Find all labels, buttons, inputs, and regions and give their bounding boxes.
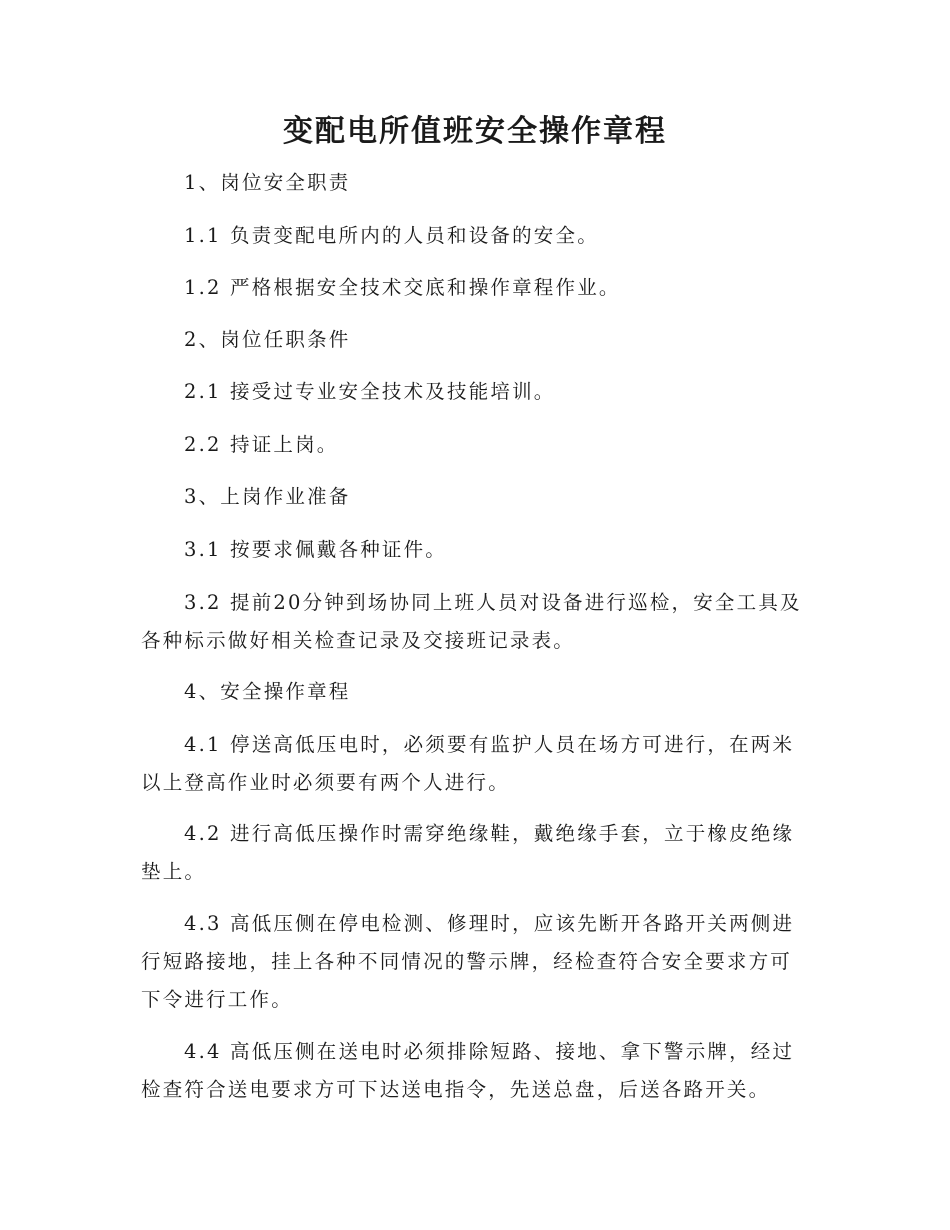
paragraph-4-2: 4.2 进行高低压操作时需穿绝缘鞋，戴绝缘手套，立于橡皮绝缘垫上。 (141, 822, 795, 883)
document-title: 变配电所值班安全操作章程 (283, 114, 667, 149)
paragraph-1-2: 1.2 严格根据安全技术交底和操作章程作业。 (184, 276, 621, 299)
section-heading-1: 1、岗位安全职责 (184, 171, 351, 194)
paragraph-3-1: 3.1 按要求佩戴各种证件。 (184, 538, 448, 561)
paragraph-3-2: 3.2 提前20分钟到场协同上班人员对设备进行巡检，安全工具及各种标示做好相关检查记录及交接班记录表。 (141, 591, 802, 652)
paragraph-2-1: 2.1 接受过专业安全技术及技能培训。 (184, 380, 556, 403)
paragraph-4-1: 4.1 停送高低压电时，必须要有监护人员在场方可进行，在两米以上登高作业时必须要有两个人进行。 (141, 733, 795, 794)
section-heading-2: 2、岗位任职条件 (184, 328, 351, 351)
paragraph-4-3: 4.3 高低压侧在停电检测、修理时，应该先断开各路开关两侧进行短路接地，挂上各种不同情况的警示牌，经检查符合安全要求方可下令进行工作。 (141, 912, 795, 1011)
paragraph-1-1: 1.1 负责变配电所内的人员和设备的安全。 (184, 224, 599, 247)
paragraph-2-2: 2.2 持证上岗。 (184, 433, 339, 456)
section-heading-4: 4、安全操作章程 (184, 680, 351, 703)
paragraph-4-4: 4.4 高低压侧在送电时必须排除短路、接地、拿下警示牌，经过检查符合送电要求方可下达送电指令，先送总盘，后送各路开关。 (141, 1040, 795, 1101)
section-heading-3: 3、上岗作业准备 (184, 485, 351, 508)
